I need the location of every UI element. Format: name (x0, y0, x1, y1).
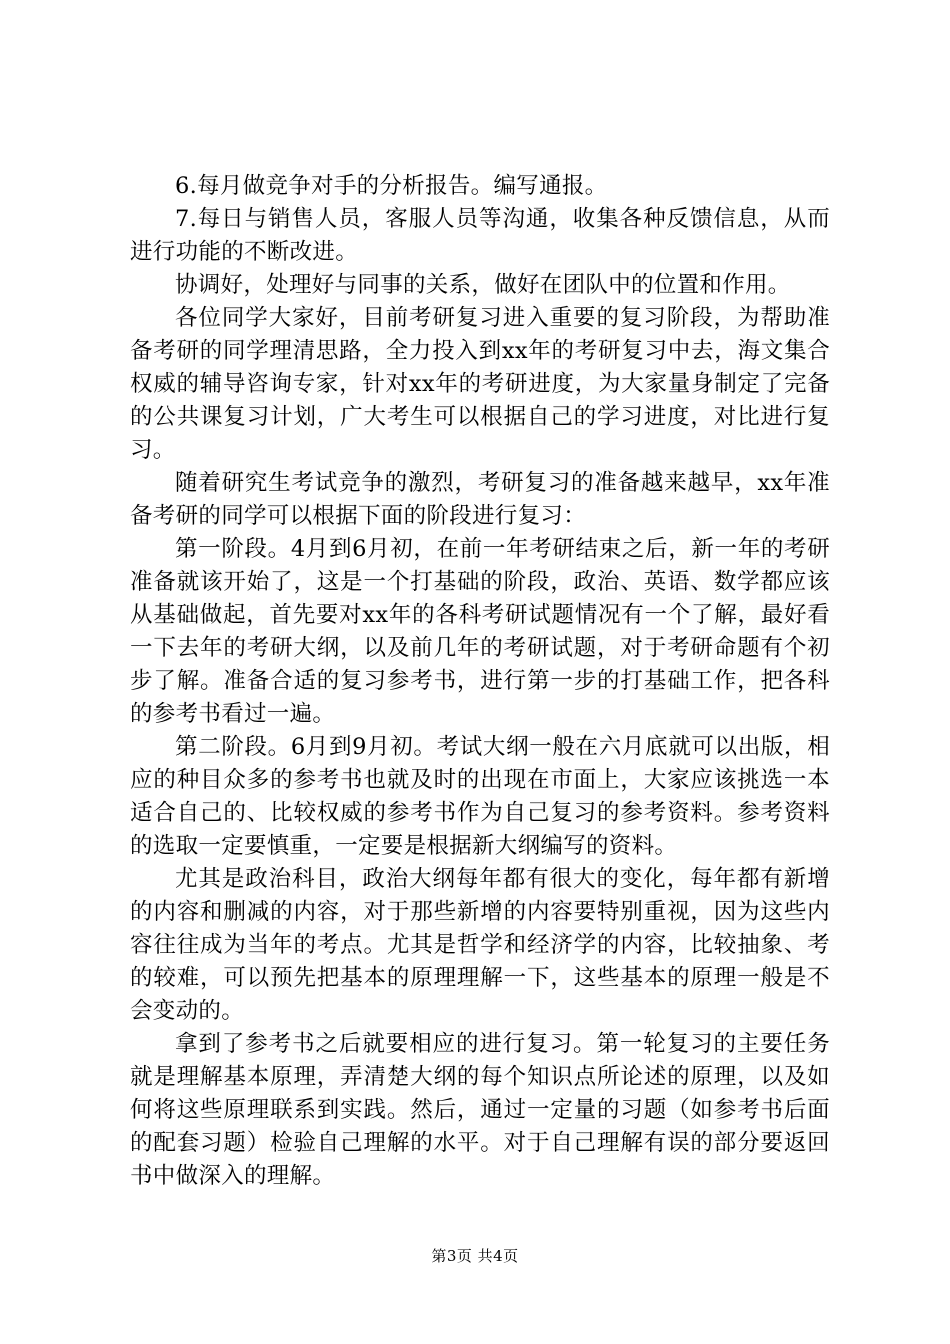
paragraph-intro: 各位同学大家好，目前考研复习进入重要的复习阶段，为帮助准备考研的同学理清思路，全力投入到xx年的考研复习中去，海文集合权威的辅导咨询专家，针对xx年的考研进度，为大家量身制定了完备的公共课复习计划，广大考生可以根据自己的学习进度，对比进行复习。 (130, 305, 830, 463)
paragraph-item-6: 6.每月做竞争对手的分析报告。编写通报。 (175, 173, 608, 199)
paragraph-politics: 尤其是政治科目，政治大纲每年都有很大的变化，每年都有新增的内容和删减的内容，对于那些新增的内容要特别重视，因为这些内容往往成为当年的考点。尤其是哲学和经济学的内容，比较抽象、考的较难，可以预先把基本的原理理解一下，这些基本的原理一般是不会变动的。 (130, 866, 830, 1024)
document-body (130, 170, 830, 1193)
paragraph-item-7: 7.每日与销售人员，客服人员等沟通，收集各种反馈信息，从而进行功能的不断改进。 (130, 206, 830, 265)
paragraph-review: 拿到了参考书之后就要相应的进行复习。第一轮复习的主要任务就是理解基本原理，弄清楚大纲的每个知识点所论述的原理，以及如何将这些原理联系到实践。然后，通过一定量的习题（如参考书后面的配套习题）检验自己理解的水平。对于自己理解有误的部分要返回书中做深入的理解。 (130, 1031, 830, 1189)
paragraph-stage-one: 第一阶段。4月到6月初，在前一年考研结束之后，新一年的考研准备就该开始了，这是一个打基础的阶段，政治、英语、数学都应该从基础做起，首先要对xx年的各科考研试题情况有一个了解，最好看一下去年的考研大纲，以及前几年的考研试题，对于考研命题有个初步了解。准备合适的复习参考书，进行第一步的打基础工作，把各科的参考书看过一遍。 (130, 536, 830, 727)
paragraph-stage-two: 第二阶段。6月到9月初。考试大纲一般在六月底就可以出版，相应的种目众多的参考书也就及时的出现在市面上，大家应该挑选一本适合自己的、比较权威的参考书作为自己复习的参考资料。参考资料的选取一定要慎重，一定要是根据新大纲编写的资料。 (130, 734, 830, 859)
page-number-footer: 第3页 共4页 (431, 1247, 519, 1265)
paragraph-stages-overview: 随着研究生考试竞争的激烈，考研复习的准备越来越早，xx年准备考研的同学可以根据下面的阶段进行复习： (130, 470, 830, 529)
paragraph-coordination: 协调好，处理好与同事的关系，做好在团队中的位置和作用。 (175, 272, 791, 298)
